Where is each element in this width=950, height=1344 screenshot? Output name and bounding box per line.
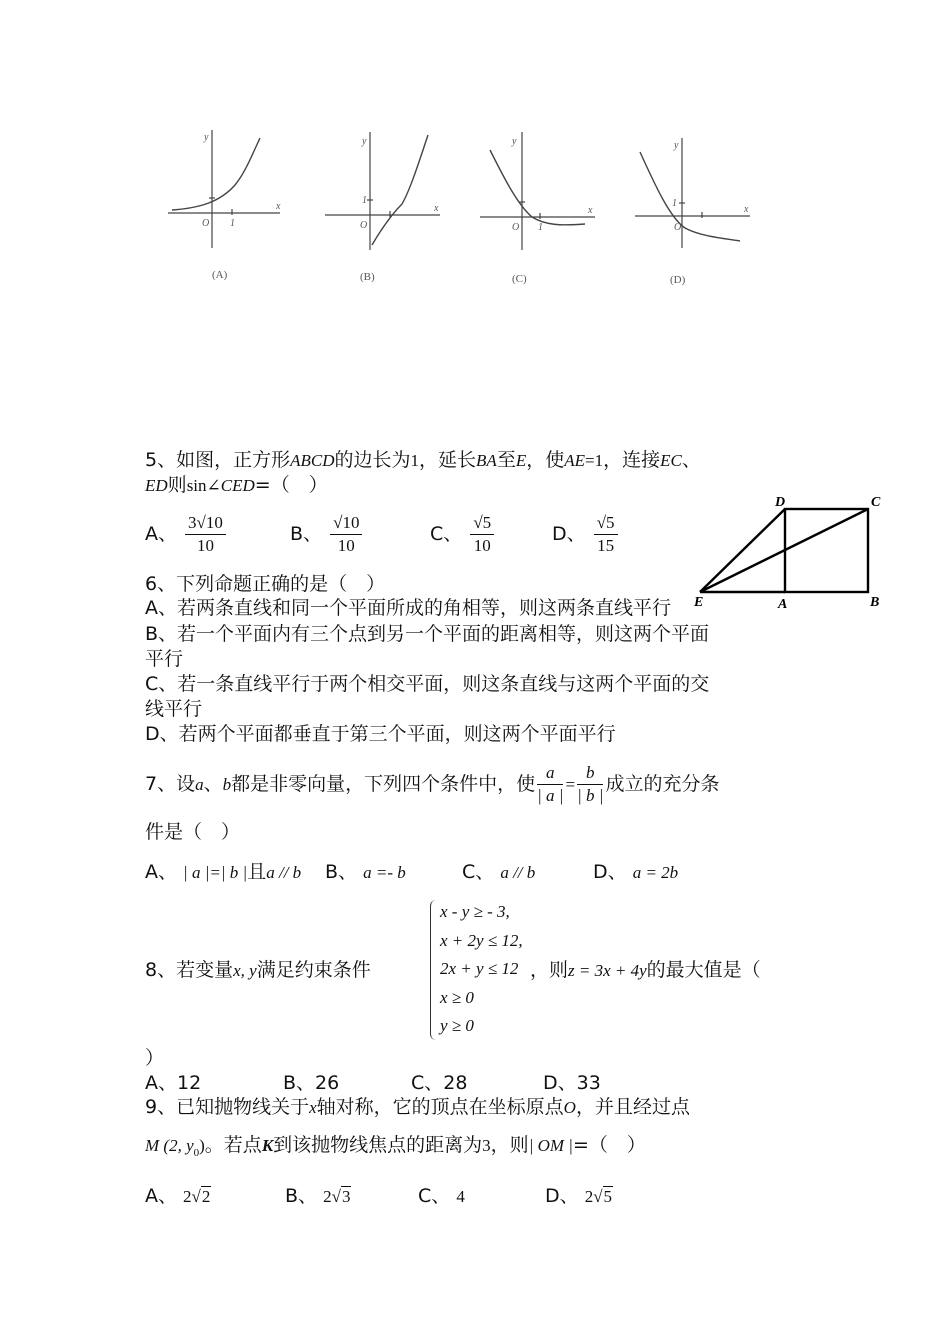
q5-figure-d: D	[775, 495, 786, 510]
q5-line2	[145, 473, 328, 498]
q5-ba: BA	[476, 451, 497, 470]
q6-option-c-line1[interactable]: C、若一条直线平行于两个相交平面，则这条直线与这两个平面的交	[145, 673, 710, 695]
q9-three: 3	[482, 1136, 491, 1155]
q9-text: =（ ）	[572, 1134, 646, 1156]
q8-text: 的最大值是（	[646, 959, 761, 981]
q5-option-c-fraction: $\frac{√5}{10}$	[470, 512, 494, 557]
q6-stem: 6、下列命题正确的是（ ）	[145, 573, 386, 595]
q8-option-d[interactable]: D、33	[543, 1072, 601, 1094]
q7-line1	[145, 760, 719, 809]
graph-c-origin: O	[512, 222, 520, 233]
q6-option-c-line2[interactable]: 线平行	[145, 698, 203, 720]
q8-constraint-5: y ≥ 0	[440, 1016, 474, 1036]
q5-line1	[145, 448, 701, 473]
label: B、	[325, 861, 358, 883]
q9-om: | OM |	[528, 1136, 573, 1155]
num: b	[577, 762, 603, 785]
q6-option-a[interactable]: A、若两条直线和同一个平面所成的角相等，则这两条直线平行	[145, 597, 671, 619]
label: A、	[145, 1185, 177, 1207]
label: D、	[593, 861, 627, 883]
q5-e: E	[515, 451, 527, 470]
q9-text: 轴对称，它的顶点在坐标原点	[316, 1096, 564, 1118]
graph-a-x-label: x	[276, 201, 281, 212]
coef: 2	[183, 1187, 192, 1206]
radicand: 3	[341, 1187, 351, 1206]
value: 4	[456, 1187, 465, 1206]
q5-ae: AE	[564, 451, 586, 470]
q9-point-m: M (2, y	[145, 1136, 194, 1155]
q5-sin: sin	[186, 476, 207, 495]
math: a // b	[500, 863, 536, 882]
label: B、	[285, 1185, 318, 1207]
q7-text: 成立的充分条	[605, 773, 720, 795]
q8-text: 8、若变量	[145, 959, 234, 981]
q8-option-a[interactable]: A、12	[145, 1072, 202, 1094]
q5-text: 如图，正方形	[176, 449, 291, 471]
graph-b-one: 1	[362, 195, 367, 206]
q7-option-a[interactable]	[145, 860, 301, 885]
num: a	[537, 762, 563, 785]
graph-d-y-label: y	[674, 140, 679, 151]
label: C、	[462, 861, 495, 883]
q5-text: =（ ）	[254, 474, 328, 496]
coef: 2	[584, 1187, 594, 1206]
graph-b-caption: (B)	[360, 271, 375, 283]
q7-option-d[interactable]	[593, 860, 678, 885]
q6-option-d[interactable]: D、若两个平面都垂直于第三个平面，则这两个平面平行	[145, 723, 616, 745]
q8-constraint-4: x ≥ 0	[440, 987, 474, 1007]
q8-close: ）	[145, 1047, 165, 1069]
q5-figure-b: B	[870, 595, 880, 610]
q5-option-b[interactable]	[290, 510, 364, 558]
q9-text: ，则	[490, 1134, 529, 1156]
q5-text: 则	[167, 474, 187, 496]
q5-option-a[interactable]	[145, 510, 228, 558]
q5-abcd: ABCD	[290, 451, 335, 470]
q5-angle: ∠CED	[206, 476, 255, 495]
graph-d-origin: O	[674, 222, 682, 233]
graph-c-one: 1	[538, 222, 543, 233]
q5-figure-e: E	[694, 595, 704, 610]
graph-a-origin: O	[202, 218, 210, 229]
q7-text: 都是非零向量，下列四个条件中，使	[231, 773, 536, 795]
q8-objective: z = 3x + 4y	[568, 961, 647, 980]
q8-prefix	[145, 958, 371, 983]
label: A、	[145, 861, 177, 883]
graph-a-caption: (A)	[212, 269, 228, 281]
math: a // b	[266, 863, 302, 882]
q8-constraints	[440, 898, 523, 1041]
q9-sub: 0	[193, 1146, 200, 1159]
q8-text: 满足约束条件	[256, 959, 371, 981]
q6-option-b-line1[interactable]: B、若一个平面内有三个点到另一个平面的距离相等，则这两个平面	[145, 623, 710, 645]
q5-text: ，延长	[419, 449, 477, 471]
q7-option-c[interactable]	[462, 860, 535, 885]
denominator: 10	[473, 536, 491, 555]
q5-text: ，连接	[603, 449, 661, 471]
q6-option-b-line2[interactable]: 平行	[145, 648, 184, 670]
q7-b: b	[222, 775, 232, 794]
q5-number: 5、	[145, 449, 177, 471]
q7-fraction-a	[537, 762, 563, 807]
q5-figure-a: A	[778, 597, 788, 612]
q8-suffix	[530, 958, 761, 983]
q9-line2	[145, 1133, 646, 1165]
graph-d-one: 1	[672, 198, 677, 209]
q8-option-b[interactable]: B、26	[283, 1072, 340, 1094]
graph-a-y-label: y	[204, 132, 209, 143]
q5-option-b-label: B、	[290, 523, 323, 545]
denominator: 15	[597, 536, 615, 555]
graph-b-y-label: y	[362, 136, 367, 147]
den: | b |	[577, 786, 604, 805]
q9-k: K	[261, 1136, 274, 1155]
q9-line1	[145, 1095, 690, 1120]
math: | a |=| b |	[183, 863, 248, 882]
q9-text: 9、已知抛物线关于	[145, 1096, 310, 1118]
radicand: 2	[201, 1187, 211, 1206]
q5-option-b-fraction: $\frac{√10}{10}$	[330, 512, 362, 557]
q9-o: O	[563, 1098, 576, 1117]
q7-line2: 件是（ ）	[145, 821, 241, 843]
q7-fraction-b	[577, 762, 603, 807]
q9-option-b[interactable]: B、 2√3	[285, 1185, 351, 1207]
q5-text: 至	[496, 449, 516, 471]
q9-x: x	[309, 1098, 317, 1117]
coef: 3	[188, 513, 197, 532]
radicand: 10	[205, 513, 223, 532]
coef: 2	[323, 1187, 332, 1206]
radicand: 5	[482, 513, 492, 532]
q5-square-figure	[690, 490, 890, 615]
q5-option-a-fraction: $\frac{3√10}{10}$	[185, 512, 226, 557]
q5-ed: ED	[145, 476, 168, 495]
radicand: 5	[606, 513, 615, 532]
radicand: 10	[342, 513, 360, 532]
q5-option-d[interactable]	[552, 510, 620, 558]
q8-constraint-3: 2x + y ≤ 12	[440, 959, 519, 979]
q5-figure-c: C	[871, 495, 881, 510]
q8-brace	[430, 900, 437, 1040]
q8-text: ，则	[530, 959, 569, 981]
label: D、	[545, 1185, 579, 1207]
q9-text: 到该抛物线焦点的距离为	[273, 1134, 483, 1156]
math: a =- b	[363, 863, 406, 882]
q7-a: a	[195, 775, 204, 794]
graph-c-x-label: x	[588, 205, 593, 216]
graph-b-x-label: x	[434, 203, 439, 214]
q9-option-a[interactable]: A、 2√2	[145, 1185, 211, 1207]
q5-ec: EC	[660, 451, 682, 470]
q5-option-c-label: C、	[430, 523, 463, 545]
q5-text: ，使	[526, 449, 565, 471]
radicand: 5	[603, 1187, 613, 1206]
denominator: 10	[196, 536, 214, 555]
q9-text: 。若点	[204, 1134, 262, 1156]
q5-option-d-fraction: $\frac{√5}{15}$	[594, 512, 618, 557]
q5-option-a-label: A、	[145, 523, 177, 545]
q9-option-d[interactable]: D、 2√5	[545, 1185, 613, 1207]
q8-option-c[interactable]: C、28	[411, 1072, 468, 1094]
graph-c-caption: (C)	[512, 273, 527, 285]
label: C、	[418, 1185, 451, 1207]
q8-vars: x, y	[233, 961, 257, 980]
q8-constraint-2: x + 2y ≤ 12,	[440, 930, 523, 950]
q5-one: 1	[410, 451, 420, 470]
q8-constraint-1: x - y ≥ - 3,	[440, 902, 510, 921]
graph-d-x-label: x	[744, 204, 749, 215]
q5-text: 、	[681, 449, 701, 471]
q9-paren: )	[199, 1136, 205, 1155]
text: 且	[247, 861, 267, 883]
graph-a-one: 1	[230, 218, 235, 229]
graph-b-origin: O	[360, 220, 368, 231]
graph-d-caption: (D)	[670, 274, 686, 286]
q7-sep: 、	[203, 773, 223, 795]
q9-option-c[interactable]	[418, 1184, 465, 1209]
q7-option-b[interactable]	[325, 860, 406, 885]
graph-c-y-label: y	[512, 136, 517, 147]
den: | a |	[537, 786, 564, 805]
math: a = 2b	[632, 863, 679, 882]
function-graphs	[160, 120, 760, 300]
q7-eq: =	[565, 775, 576, 794]
q5-option-d-label: D、	[552, 523, 586, 545]
q5-option-c[interactable]	[430, 510, 496, 558]
denominator: 10	[337, 536, 355, 555]
q5-text: 的边长为	[334, 449, 411, 471]
q5-eq1: =1	[585, 451, 604, 470]
q9-text: ，并且经过点	[575, 1096, 690, 1118]
q7-text: 7、设	[145, 773, 196, 795]
